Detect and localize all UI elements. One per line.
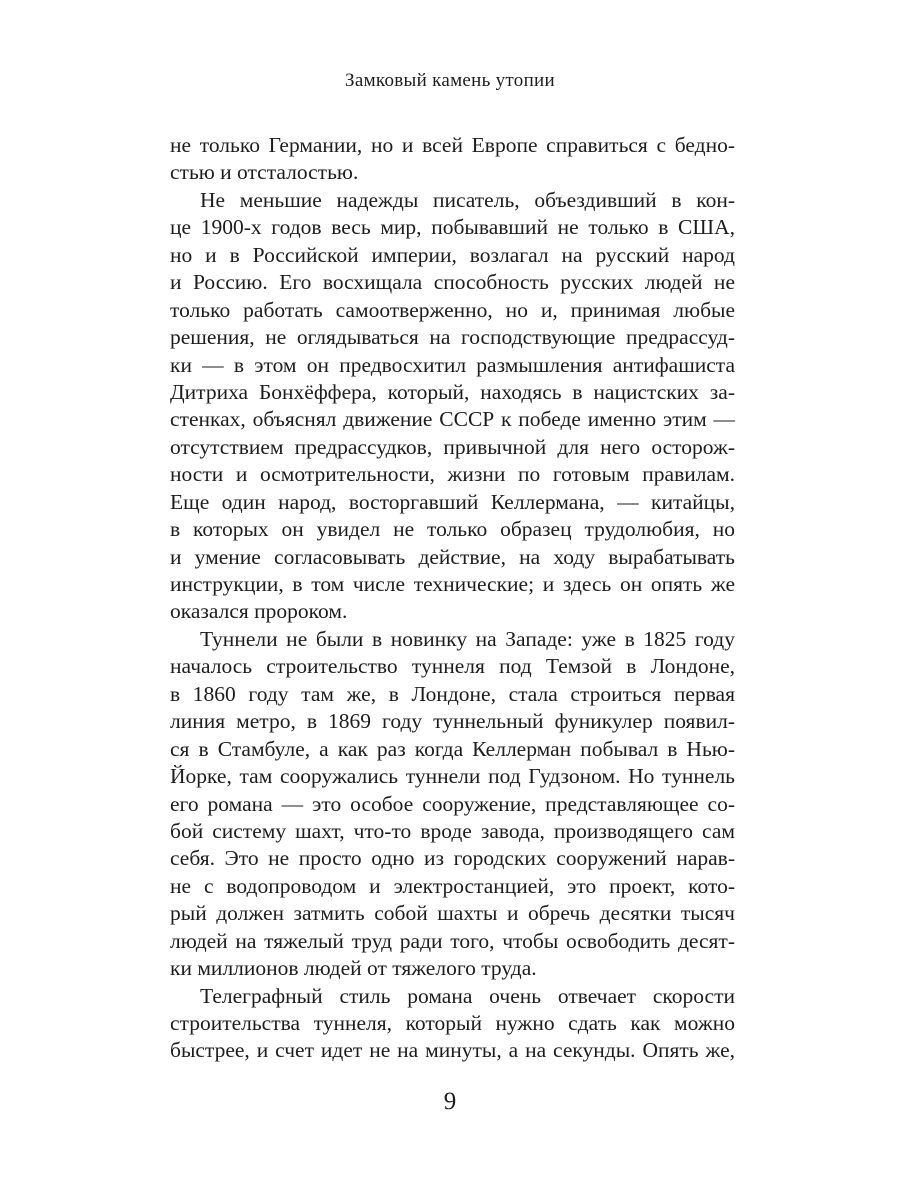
paragraph-2 (170, 187, 735, 626)
page-number: 9 (443, 1088, 457, 1115)
text-line: стью и отсталостью. (170, 160, 359, 185)
running-title: Замковый камень утопии (345, 70, 555, 91)
text-line: ки — в этом он предвосхитил размышления антифашиста (170, 352, 735, 377)
text-line: оказался пророком. (170, 599, 348, 624)
text-line: отсутствием предрассудков, привычной для него осторож- (170, 434, 735, 459)
text-line: началось строительство туннеля под Темзой в Лондоне, (170, 654, 735, 679)
text-line: рый должен затмить собой шахты и обречь десятки тысяч (170, 901, 735, 926)
text-line: стенках, объяснял движение СССР к победе именно этим — (170, 407, 735, 432)
text-line: строительства туннеля, который нужно сдать как можно (170, 1011, 735, 1035)
text-line: в 1860 году там же, в Лондоне, стала строиться первая (170, 681, 735, 706)
text-line: себя. Это не просто одно из городских сооружений нарав- (170, 846, 735, 871)
text-line: и умение согласовывать действие, на ходу вырабатывать (170, 544, 735, 569)
text-line: це 1900-х годов весь мир, побывавший не только в США, (170, 215, 735, 240)
text-line: Дитриха Бонхёффера, который, находясь в нацистских за- (170, 379, 735, 404)
text-line: только работать самоотверженно, но и, принимая любые (170, 297, 735, 322)
text-line: бой систему шахт, что-то вроде завода, производящего сам (170, 818, 735, 843)
text-line: не только Германии, но и всей Европе справиться с бедно- (170, 133, 735, 157)
text-line: Не меньшие надежды писатель, объездивший в кон- (200, 187, 735, 212)
paragraph-4 (170, 983, 735, 1065)
text-line: Йорке, там сооружались туннели под Гудзоном. Но туннель (170, 764, 735, 789)
text-line: ности и осмотрительности, жизни по готовым правилам. (170, 462, 735, 487)
text-line: Туннели не были в новинку на Западе: уже в 1825 году (200, 626, 735, 651)
text-line: в которых он увидел не только образец трудолюбия, но (170, 517, 735, 542)
text-line: но и в Российской империи, возлагал на русский народ (170, 242, 735, 267)
text-line: не с водопроводом и электростанцией, это проект, кото- (170, 873, 735, 898)
main-text (170, 132, 735, 1065)
text-line: линия метро, в 1869 году туннельный фуникулер появил- (170, 709, 735, 734)
text-line: и Россию. Его восхищала способность русских людей не (170, 270, 735, 295)
paragraph-1 (170, 132, 735, 187)
text-line: Телеграфный стиль романа очень отвечает скорости (200, 983, 735, 1008)
text-line: инструкции, в том числе технические; и здесь он опять же (170, 572, 735, 596)
text-line: Еще один народ, восторгавший Келлермана, — китайцы, (170, 489, 735, 514)
text-line: решения, не оглядываться на господствующие предрассуд- (170, 325, 735, 350)
text-line: ся в Стамбуле, а как раз когда Келлерман побывал в Нью- (170, 736, 735, 761)
paragraph-3 (170, 626, 735, 983)
text-line: быстрее, и счет идет не на минуты, а на секунды. Опять же, (170, 1038, 735, 1063)
text-line: его романа — это особое сооружение, представляющее со- (170, 791, 735, 816)
text-line: людей на тяжелый труд ради того, чтобы освободить десят- (170, 928, 735, 953)
text-line: ки миллионов людей от тяжелого труда. (170, 956, 537, 981)
